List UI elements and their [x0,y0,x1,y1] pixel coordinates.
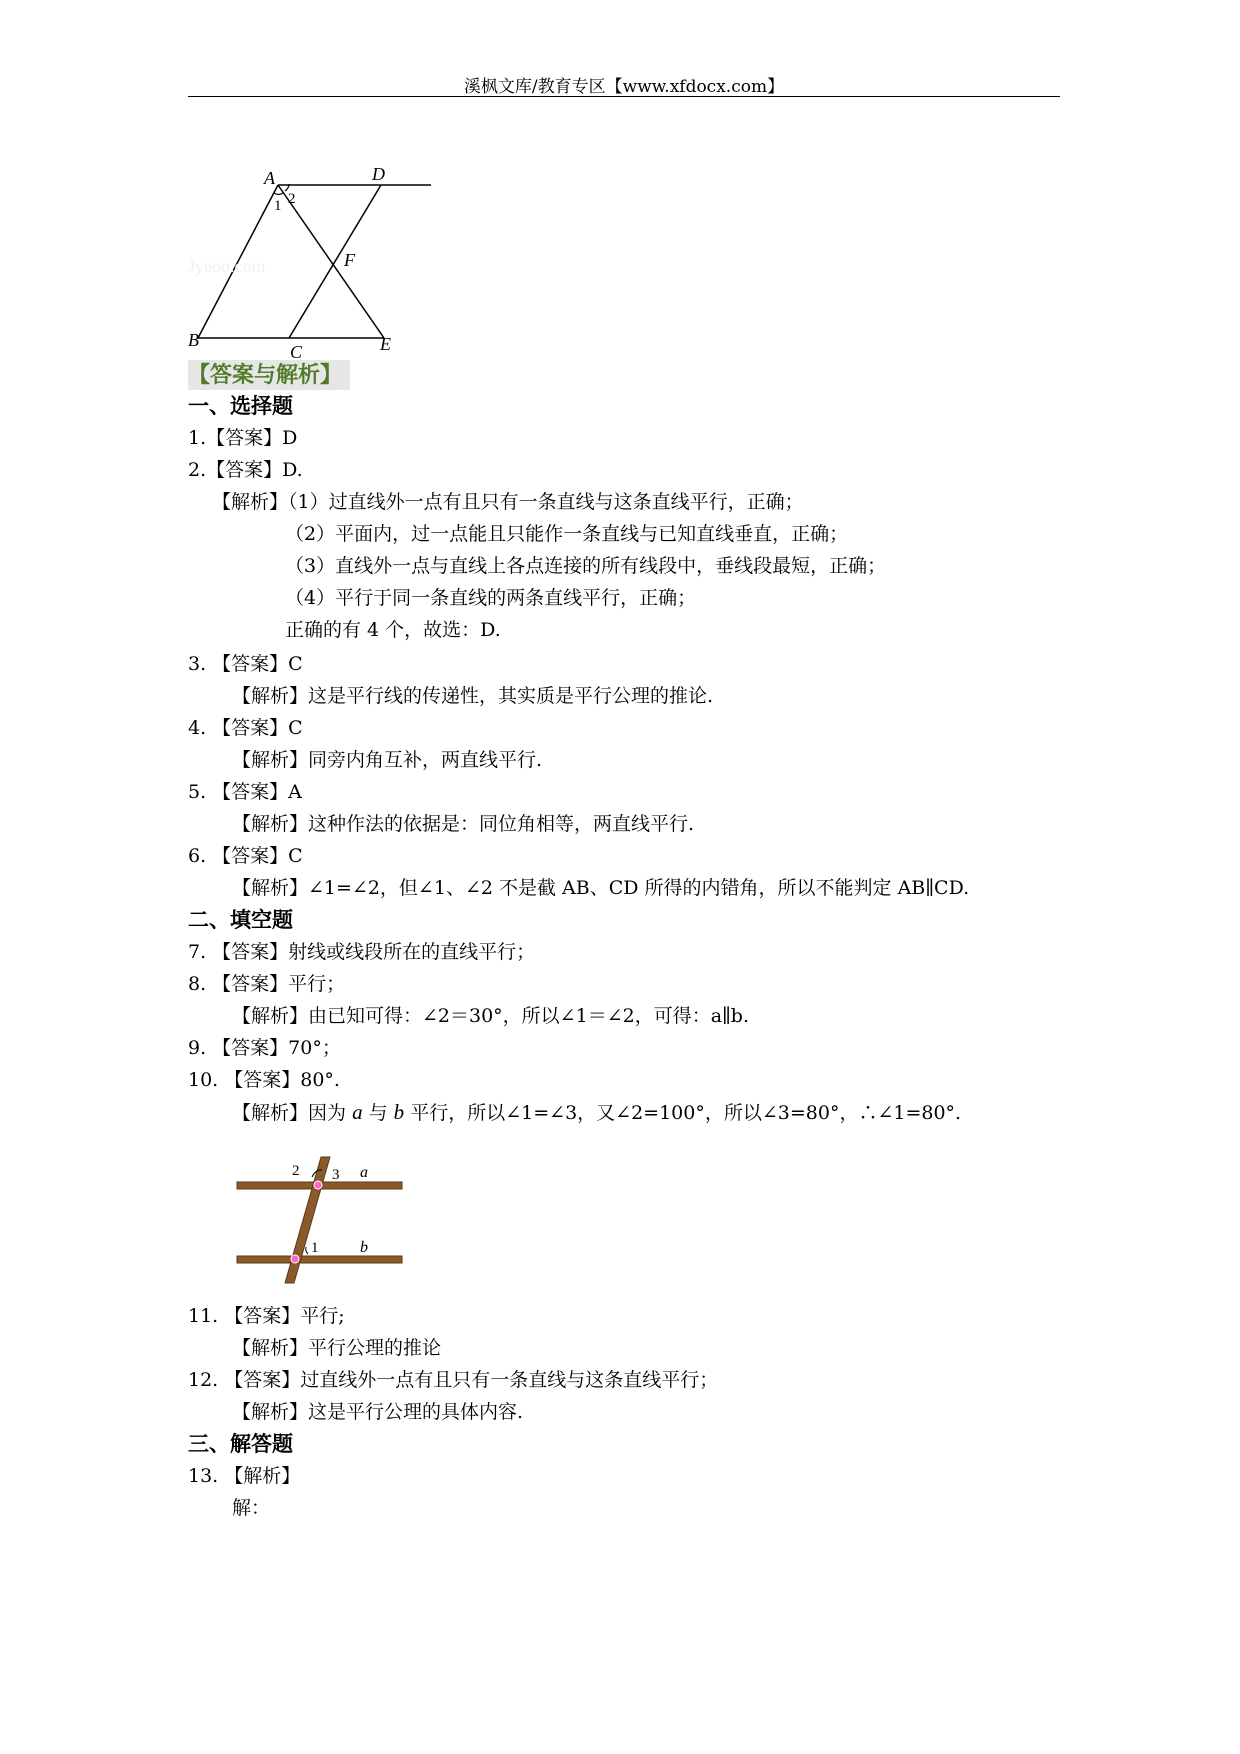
explanation-line: 【解析】∠1=∠2，但∠1、∠2 不是截 AB、CD 所得的内错角，所以不能判定 AB∥CD. [232,877,970,899]
section-fill-blank: 二、填空题 [188,907,293,932]
explanation-line: 【解析】由已知可得：∠2＝30°，所以∠1＝∠2，可得：a∥b. [232,1005,750,1027]
answer-line: 7. 【答案】射线或线段所在的直线平行； [188,941,536,963]
variable-a: a [352,1100,363,1124]
explanation-line: （4）平行于同一条直线的两条直线平行，正确； [285,587,697,609]
label-two: 2 [288,191,296,207]
label-a: a [360,1164,368,1181]
label-one: 1 [311,1240,319,1256]
explanation-line: 【解析】这是平行线的传递性，其实质是平行公理的推论. [232,685,714,707]
answer-line: 6. 【答案】C [188,845,303,867]
label-C: C [290,342,303,360]
section-multiple-choice: 一、选择题 [188,393,293,418]
explanation-line: 【解析】这是平行公理的具体内容. [232,1401,524,1423]
explanation-line: （3）直线外一点与直线上各点连接的所有线段中，垂线段最短，正确； [285,555,887,577]
explanation-line: 【解析】这种作法的依据是：同位角相等，两直线平行. [232,813,695,835]
label-two: 2 [292,1163,300,1179]
answer-line: 11. 【答案】平行; [188,1305,345,1327]
parallel-sticks-figure [232,1155,407,1285]
label-D: D [372,164,385,184]
label-F: F [344,250,355,270]
answer-line: 3. 【答案】C [188,653,303,675]
geometry-figure-parallelogram [186,160,446,360]
variable-b: b [393,1100,405,1124]
explanation-line: （2）平面内，过一点能且只能作一条直线与已知直线垂直，正确； [285,523,849,545]
answer-line: 5. 【答案】A [188,781,302,803]
label-B: B [188,330,199,350]
explanation-line: 解： [232,1497,271,1519]
explanation-line [232,1098,961,1127]
page-header: 溪枫文库/教育专区【www.xfdocx.com】 [463,77,785,97]
label-A: A [264,168,275,188]
explanation-line: 正确的有 4 个，故选：D. [285,619,501,641]
answer-line: 8. 【答案】平行； [188,973,346,995]
explanation-line: 【解析】（1）过直线外一点有且只有一条直线与这条直线平行，正确； [212,491,804,513]
section-solution: 三、解答题 [188,1431,293,1456]
explanation-prefix: 【解析】因为 [232,1102,347,1124]
explanation-line: 【解析】平行公理的推论 [232,1337,442,1359]
explanation-and: 与 [368,1102,388,1124]
label-b: b [360,1239,368,1256]
answer-line: 10. 【答案】80°. [188,1069,340,1091]
explanation-rest: 平行，所以∠1=∠3，又∠2=100°，所以∠3=80°，∴∠1=80°. [410,1102,962,1124]
figure1-watermark: Jyeoo.com [188,256,266,276]
answers-title: 【答案与解析】 [188,360,350,390]
label-E: E [380,334,391,354]
label-three: 3 [332,1167,340,1183]
answer-line: 12. 【答案】过直线外一点有且只有一条直线与这条直线平行； [188,1369,719,1391]
header-divider [188,96,1060,97]
answer-line: 2.【答案】D. [188,459,303,481]
label-one: 1 [274,198,282,214]
answer-line: 4. 【答案】C [188,717,303,739]
explanation-line: 【解析】同旁内角互补，两直线平行. [232,749,543,771]
answer-line: 9. 【答案】70°； [188,1037,341,1059]
answer-line: 13. 【解析】 [188,1465,301,1487]
answer-line: 1.【答案】D [188,427,298,449]
